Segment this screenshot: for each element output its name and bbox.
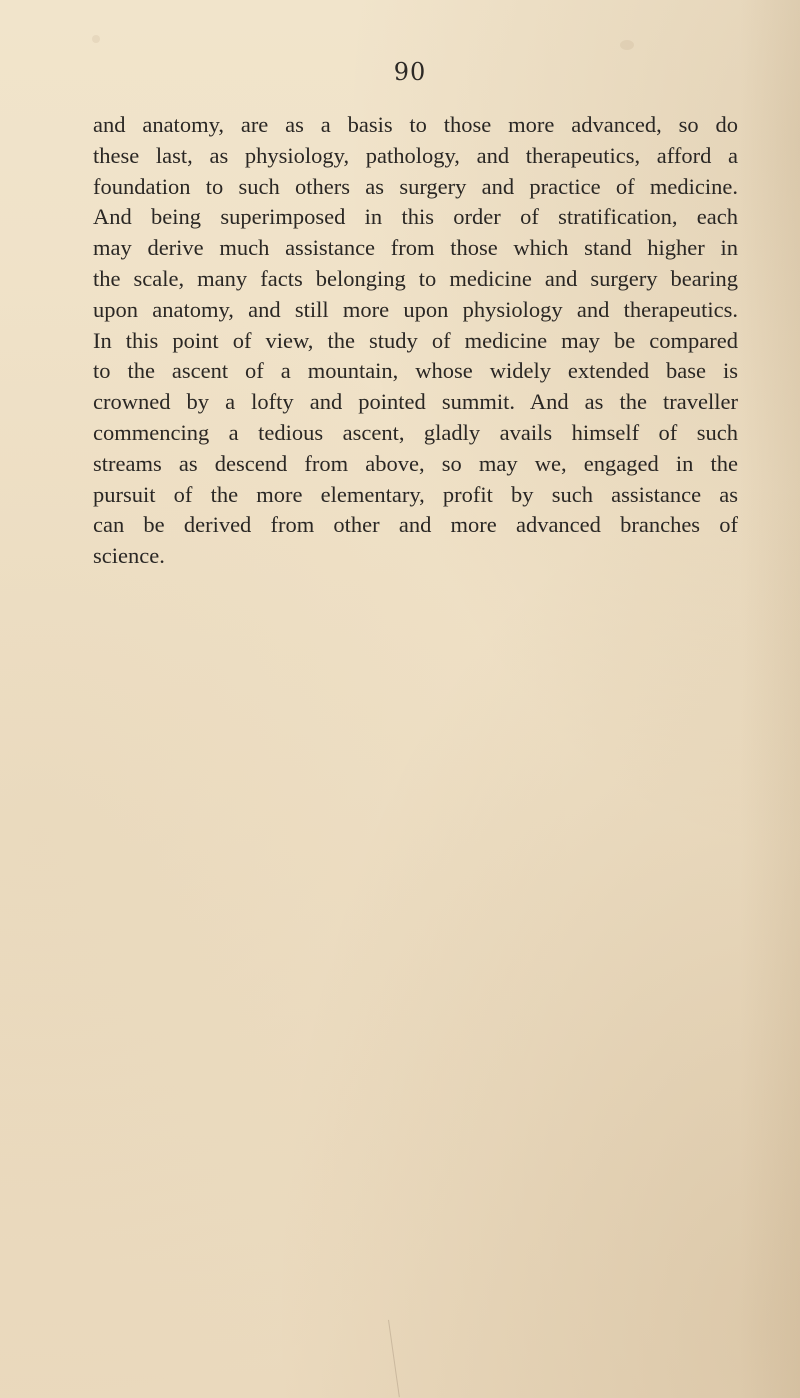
text-line: these last, as physiology, pathology, and therapeutics, afford a: [93, 142, 738, 168]
text-line: In this point of view, the study of medicine may be compared: [93, 327, 738, 353]
text-line: streams as descend from above, so may we, engaged in the: [93, 450, 738, 476]
text-line: crowned by a lofty and pointed summit. And as the traveller: [93, 389, 738, 415]
page-number: 90: [393, 58, 427, 86]
text-line: foundation to such others as surgery and practice of medicine.: [93, 173, 738, 199]
text-line: upon anatomy, and still more upon physiology and therapeutics.: [93, 296, 738, 322]
body-text: [93, 110, 738, 572]
paper-scratch: [388, 1320, 400, 1397]
page-edge-shading: [740, 0, 800, 1398]
text-line: pursuit of the more elementary, profit by such assistance as: [93, 481, 738, 507]
text-line: And being superimposed in this order of stratification, each: [93, 204, 738, 230]
text-line: and anatomy, are as a basis to those more advanced, so do: [93, 112, 738, 137]
text-line: commencing a tedious ascent, gladly avails himself of such: [93, 419, 738, 445]
text-line: to the ascent of a mountain, whose widely extended base is: [93, 358, 738, 384]
text-line: can be derived from other and more advanced branches of: [93, 512, 738, 538]
text-line: may derive much assistance from those which stand higher in: [93, 235, 738, 261]
paper-stain: [620, 40, 634, 50]
text-line: the scale, many facts belonging to medicine and surgery bearing: [93, 265, 738, 291]
paper-stain: [92, 35, 100, 43]
text-line: science.: [93, 543, 165, 569]
